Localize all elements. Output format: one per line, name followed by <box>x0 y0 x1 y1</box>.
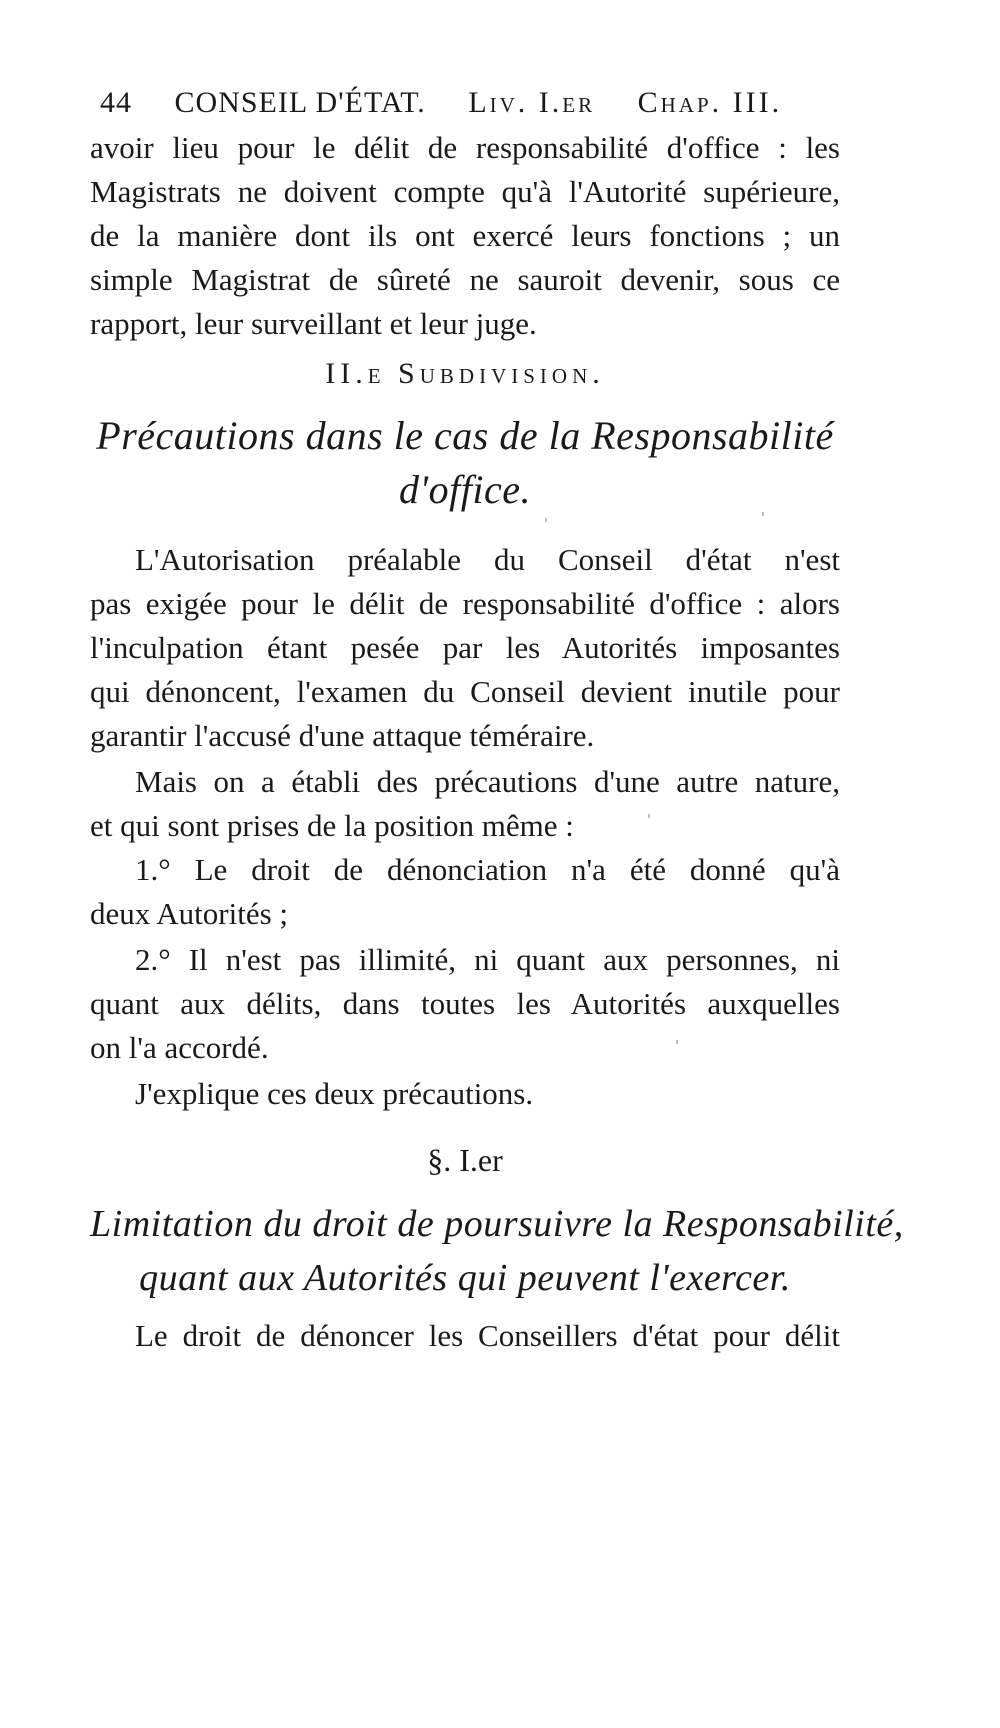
text-line: quant aux délits, dans toutes les Autorités auxquelles <box>90 986 840 1021</box>
text-line: Magistrats ne doivent compte qu'à l'Autorité supérieure, <box>90 174 840 209</box>
running-title: CONSEIL D'ÉTAT. <box>174 86 426 119</box>
text-line: simple Magistrat de sûreté ne sauroit devenir, sous ce <box>90 262 840 297</box>
scan-speck <box>762 512 764 516</box>
text-line: L'Autorisation préalable du Conseil d'état n'est <box>135 542 840 577</box>
section-mark: §. I.er <box>427 1142 503 1178</box>
text-line: avoir lieu pour le délit de responsabilité d'office : les <box>90 130 840 165</box>
text-line: pas exigée pour le délit de responsabilité d'office : alors <box>90 586 840 621</box>
section-title-line: d'office. <box>399 467 531 512</box>
text-line: garantir l'accusé d'une attaque téméraire. <box>90 718 595 753</box>
paragraph-explanation: J'explique ces deux précautions. <box>135 1076 534 1111</box>
running-header <box>100 86 860 120</box>
subsection-title-line: Limitation du droit de poursuivre la Responsabilité, <box>90 1203 904 1245</box>
text-line: 1.° Le droit de dénonciation n'a été donné qu'à <box>135 852 840 887</box>
subdivision-heading: II.e Subdivision. <box>325 357 605 390</box>
text-line: de la manière dont ils ont exercé leurs fonctions ; un <box>90 218 840 253</box>
book-reference: Liv. I.er <box>468 86 596 119</box>
page-number: 44 <box>100 86 132 119</box>
paragraph-start: Le droit de dénoncer les Conseillers d'état pour délit <box>135 1318 840 1353</box>
text-line: et qui sont prises de la position même : <box>90 808 574 843</box>
text-line: 2.° Il n'est pas illimité, ni quant aux personnes, ni <box>135 942 840 977</box>
scan-speck <box>648 814 650 818</box>
scan-speck <box>545 518 547 522</box>
subsection-title-line: quant aux Autorités qui peuvent l'exercer. <box>139 1257 791 1299</box>
scan-speck <box>676 1040 678 1044</box>
chapter-reference: Chap. III. <box>637 86 783 119</box>
text-line: qui dénoncent, l'examen du Conseil devient inutile pour <box>90 674 840 709</box>
text-line: l'inculpation étant pesée par les Autorités imposantes <box>90 630 840 665</box>
text-line: Mais on a établi des précautions d'une autre nature, <box>135 764 840 799</box>
text-line: on l'a accordé. <box>90 1030 269 1065</box>
text-line: deux Autorités ; <box>90 896 289 931</box>
text-line: rapport, leur surveillant et leur juge. <box>90 306 537 341</box>
section-title-line: Précautions dans le cas de la Responsabilité <box>96 413 834 458</box>
